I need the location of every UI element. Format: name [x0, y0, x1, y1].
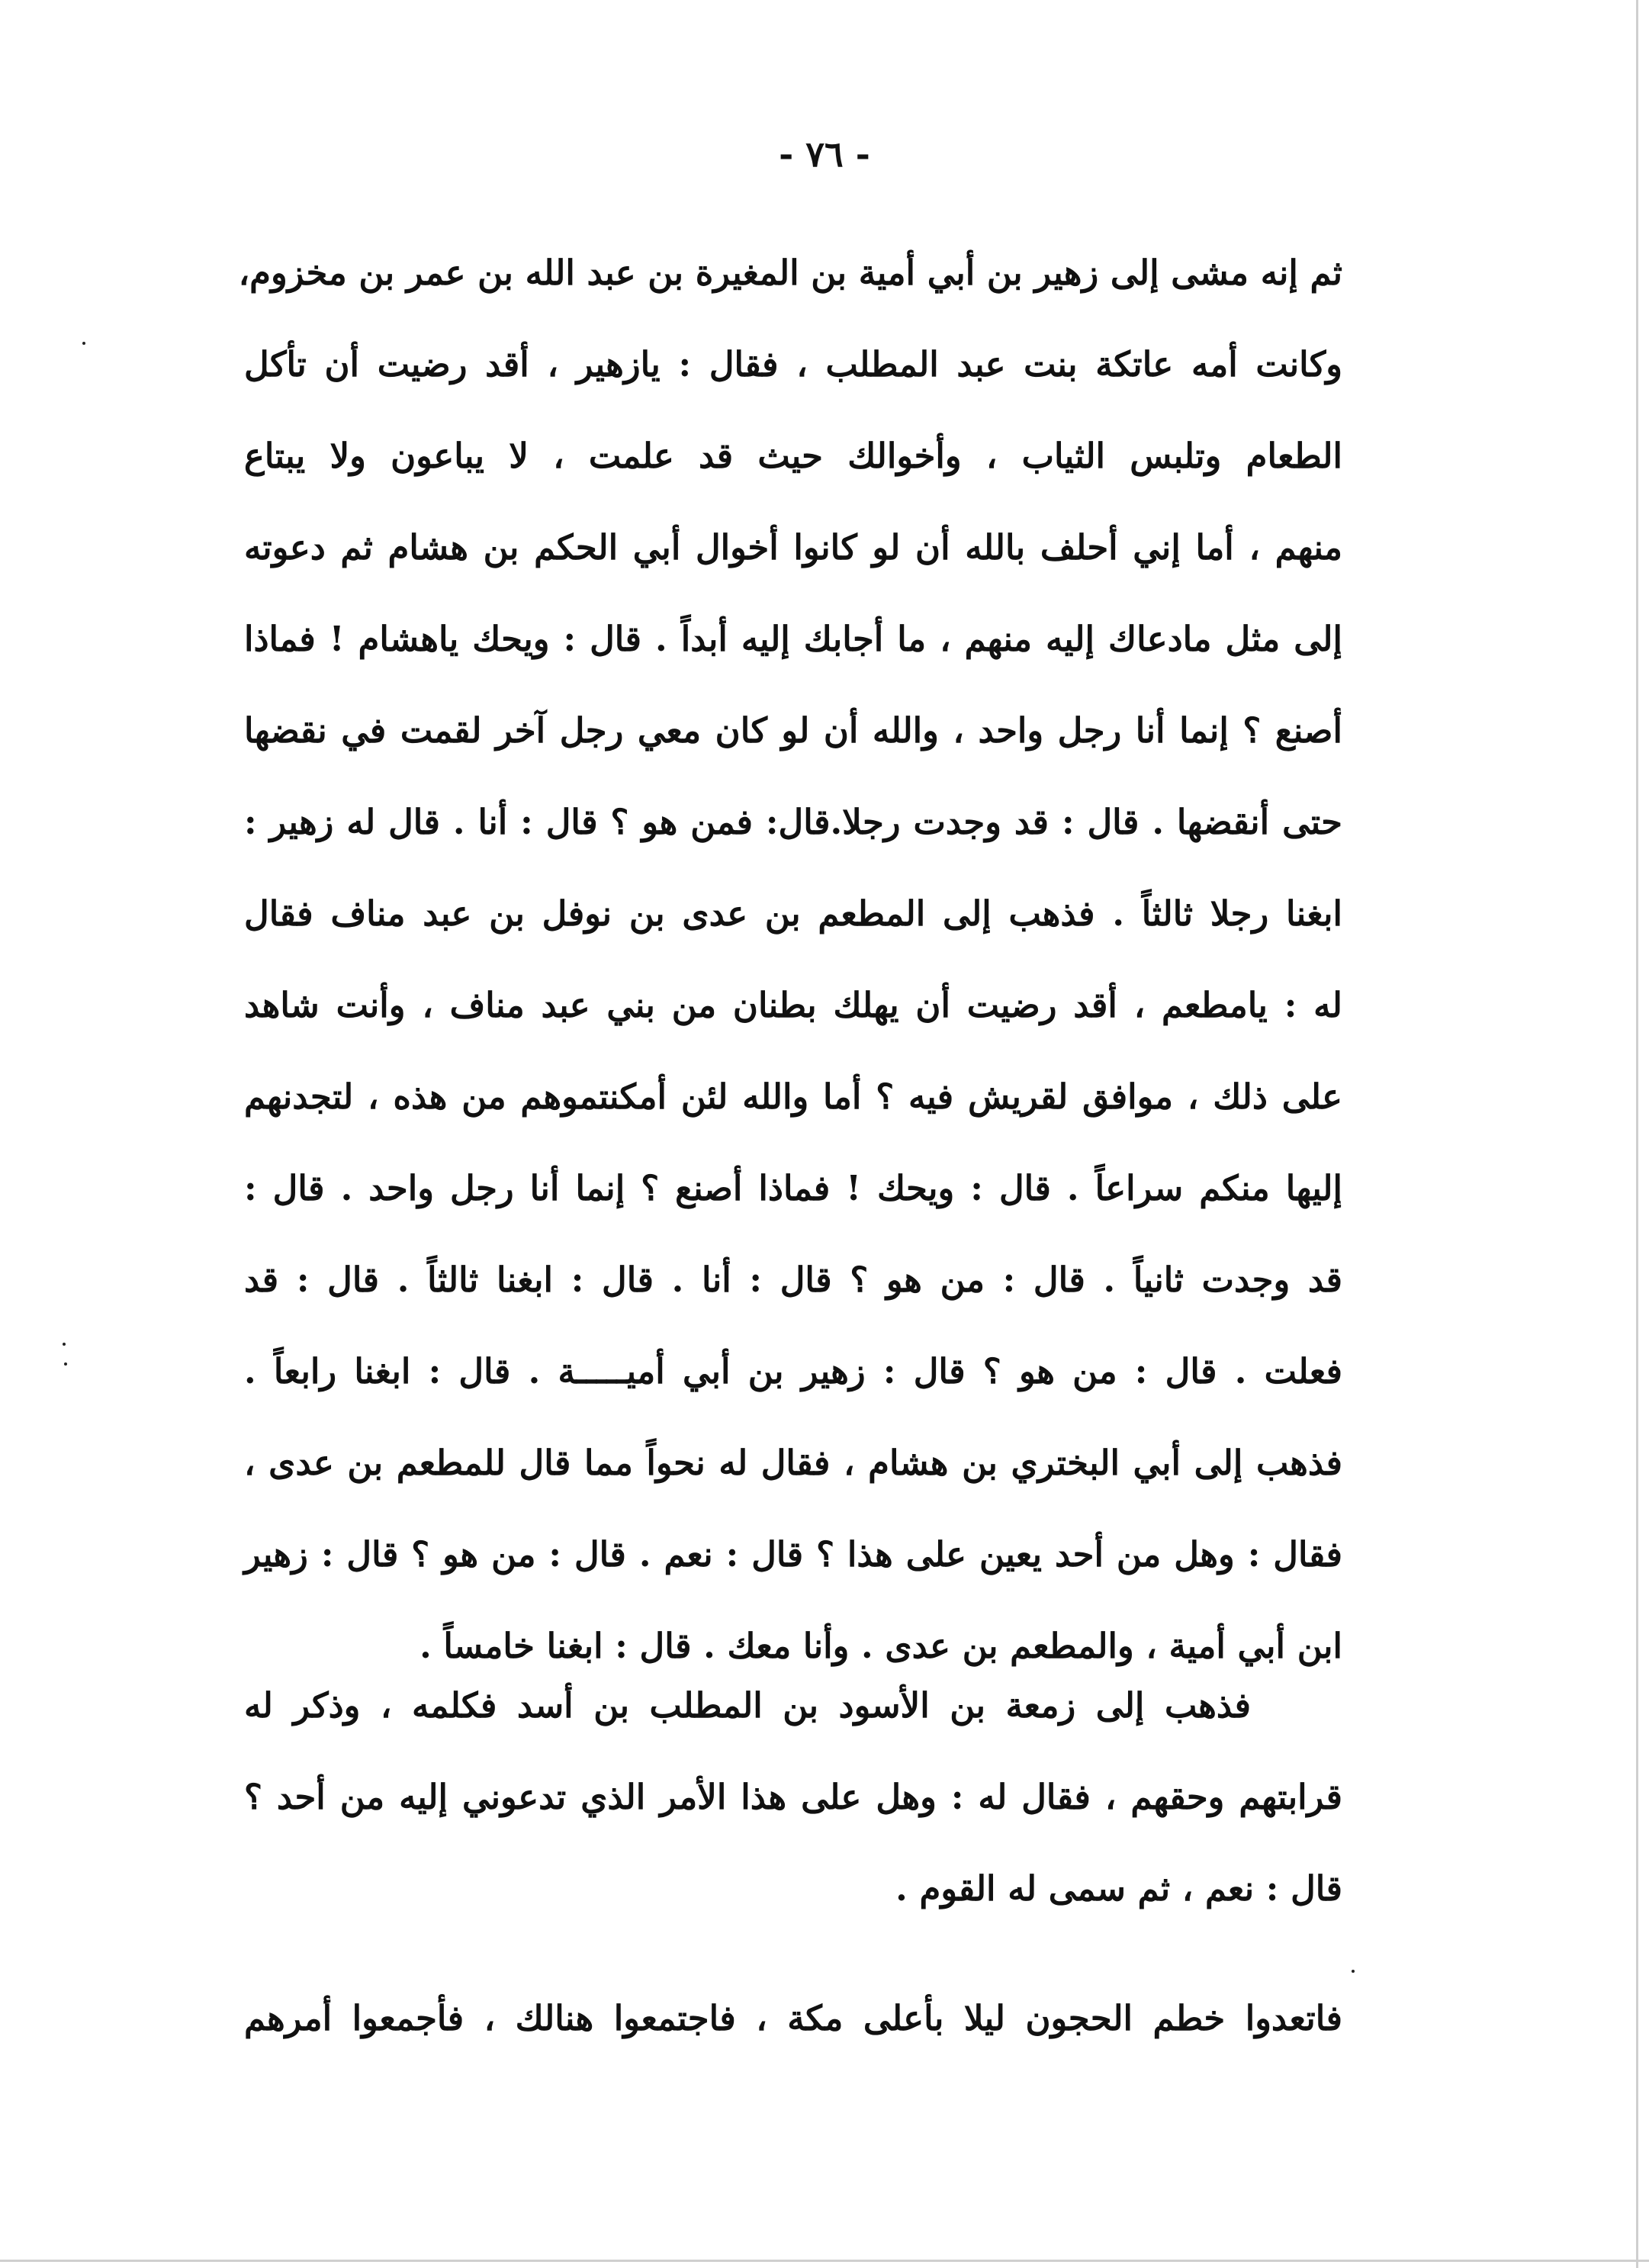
- text-line: إليها منكم سراعاً . قال : ويحك ! فماذا أصنع ؟ إنما أنا رجل واحد . قال :: [244, 1168, 1342, 1208]
- text-line: فاتعدوا خطم الحجون ليلا بأعلى مكة ، فاجتمعوا هنالك ، فأجمعوا أمرهم: [244, 1998, 1342, 2038]
- text-line: إلى مثل مادعاك إليه منهم ، ما أجابك إليه أبداً . قال : ويحك ياهشام ! فماذا: [244, 619, 1342, 659]
- text-line: منهم ، أما إني أحلف بالله أن لو كانوا أخوال أبي الحكم بن هشام ثم دعوته: [244, 527, 1342, 568]
- text-line: قرابتهم وحقهم ، فقال له : وهل على هذا الأمر الذي تدعوني إليه من أحد ؟: [244, 1777, 1342, 1817]
- text-line: فذهب إلى أبي البختري بن هشام ، فقال له نحواً مما قال للمطعم بن عدى ،: [244, 1443, 1342, 1483]
- scan-edge-bottom: [0, 2260, 1649, 2262]
- scan-edge-right: [1636, 0, 1638, 2268]
- scan-speck: [63, 1343, 66, 1346]
- text-line: ثم إنه مشى إلى زهير بن أبي أمية بن المغيرة بن عبد الله بن عمر بن مخزوم،: [238, 253, 1342, 293]
- text-line: له : يامطعم ، أقد رضيت أن يهلك بطنان من بني عبد مناف ، وأنت شاهد: [244, 985, 1342, 1025]
- text-line: فعلت . قال : من هو ؟ قال : زهير بن أبي أميـــــة . قال : ابغنا رابعاً .: [244, 1351, 1342, 1391]
- text-line: أصنع ؟ إنما أنا رجل واحد ، والله أن لو كان معي رجل آخر لقمت في نقضها: [244, 710, 1342, 751]
- scan-speck: [82, 342, 85, 345]
- text-line: قال : نعم ، ثم سمى له القوم .: [895, 1868, 1342, 1909]
- text-line: قد وجدت ثانياً . قال : من هو ؟ قال : أنا . قال : ابغنا ثالثاً . قال : قد: [244, 1259, 1342, 1300]
- scan-speck: [1352, 1970, 1355, 1973]
- text-line: وكانت أمه عاتكة بنت عبد المطلب ، فقال : يازهير ، أقد رضيت أن تأكل: [244, 344, 1342, 384]
- text-line: ابن أبي أمية ، والمطعم بن عدى . وأنا معك . قال : ابغنا خامساً .: [419, 1626, 1342, 1666]
- paragraph-1: [238, 227, 1342, 1692]
- page-number: - ٧٦ -: [779, 134, 870, 175]
- text-line: فقال : وهل من أحد يعين على هذا ؟ قال : نعم . قال : من هو ؟ قال : زهير: [244, 1534, 1342, 1575]
- text-line: ابغنا رجلا ثالثاً . فذهب إلى المطعم بن عدى بن نوفل بن عبد مناف فقال: [244, 893, 1342, 934]
- scan-speck: [64, 1362, 67, 1366]
- paragraph-3: [244, 1973, 1342, 2064]
- text-line: حتى أنقضها . قال : قد وجدت رجلا.قال: فمن هو ؟ قال : أنا . قال له زهير :: [244, 802, 1342, 842]
- text-line: على ذلك ، موافق لقريش فيه ؟ أما والله لئن أمكنتموهم من هذه ، لتجدنهم: [244, 1076, 1342, 1117]
- paragraph-2: [244, 1660, 1342, 1935]
- text-line: الطعام وتلبس الثياب ، وأخوالك حيث قد علمت ، لا يباعون ولا يبتاع: [244, 436, 1342, 476]
- text-line: فذهب إلى زمعة بن الأسود بن المطلب بن أسد فكلمه ، وذكر له: [244, 1685, 1251, 1726]
